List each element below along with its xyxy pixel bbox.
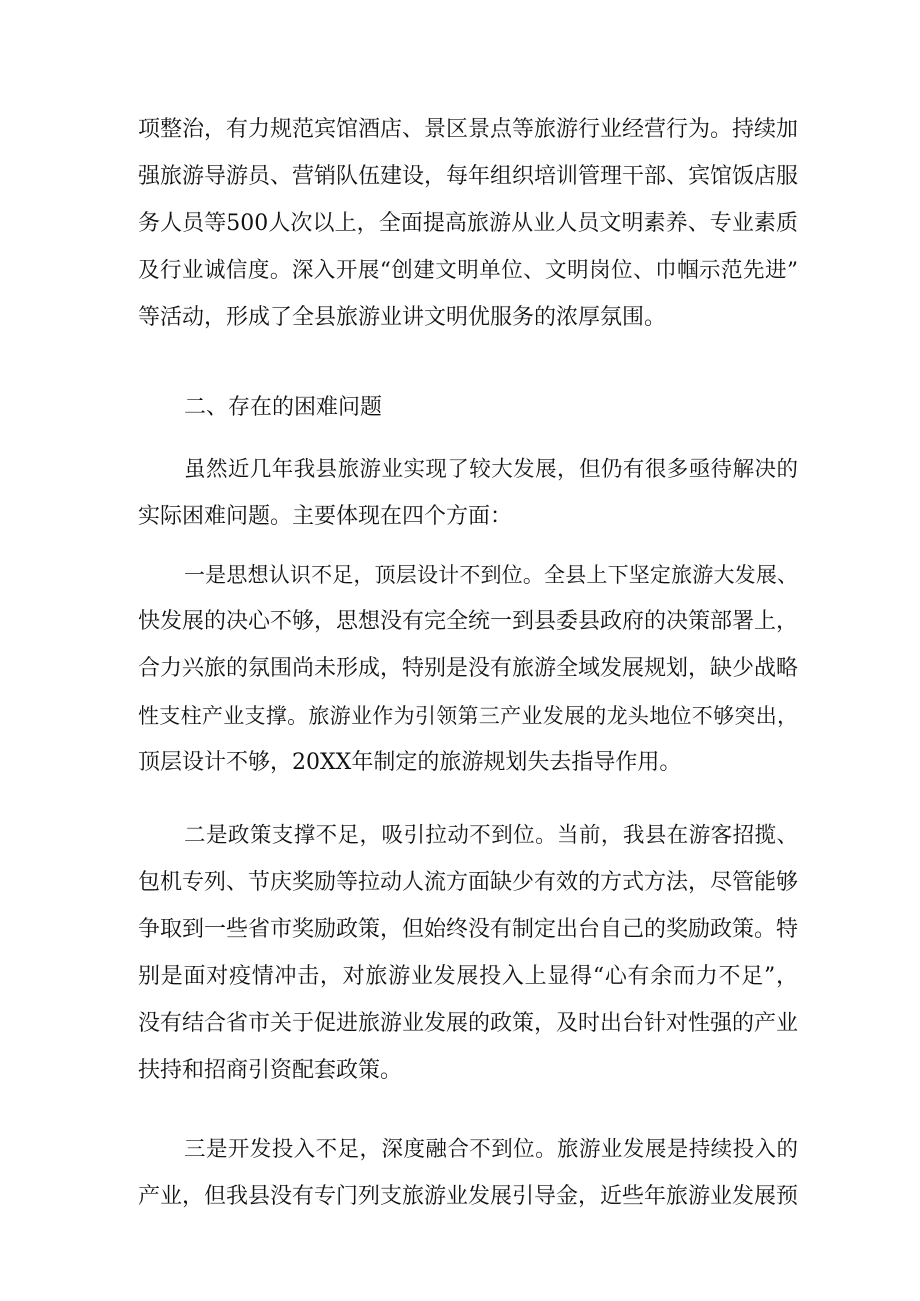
text-line: 等活动，形成了全县旅游业讲文明优服务的浓厚氛围。 <box>138 305 667 330</box>
section-heading <box>138 388 798 428</box>
paragraph-point-two <box>138 816 798 1091</box>
text-line: 项整治，有力规范宾馆酒店、景区景点等旅游行业经营行为。持续加 <box>138 117 799 142</box>
text-line: 及行业诚信度。深入开展“创建文明单位、文明岗位、巾帼示范先进” <box>138 258 798 283</box>
text-line: 务人员等500人次以上，全面提高旅游从业人员文明素养、专业素质 <box>138 211 798 236</box>
text-line: 别是面对疫情冲击，对旅游业发展投入上显得“心有余而力不足”， <box>138 964 798 989</box>
text-line: 二是政策支撑不足，吸引拉动不到位。当前，我县在游客招揽、 <box>184 823 798 848</box>
text-line: 强旅游导游员、营销队伍建设，每年组织培训管理干部、宾馆饭店服 <box>138 164 799 189</box>
text-line: 合力兴旅的氛围尚未形成，特别是没有旅游全域发展规划，缺少战略 <box>138 656 799 681</box>
text-line: 一是思想认识不足，顶层设计不到位。全县上下坚定旅游大发展、 <box>184 563 798 587</box>
text-line: 没有结合省市关于促进旅游业发展的政策，及时出台针对性强的产业 <box>138 1011 799 1036</box>
paragraph-intro <box>138 450 798 537</box>
heading-text: 二、存在的困难问题 <box>184 395 383 420</box>
text-line: 虽然近几年我县旅游业实现了较大发展，但仍有很多亟待解决的 <box>184 457 798 482</box>
paragraph-point-three <box>138 1130 798 1217</box>
text-line: 扶持和招商引资配套政策。 <box>138 1058 403 1083</box>
paragraph-continuation <box>138 110 798 338</box>
paragraph-point-one <box>138 555 798 783</box>
text-line: 实际困难问题。主要体现在四个方面： <box>138 504 513 529</box>
text-line: 快发展的决心不够，思想没有完全统一到县委县政府的决策部署上， <box>138 609 799 634</box>
text-line: 包机专列、节庆奖励等拉动人流方面缺少有效的方式方法，尽管能够 <box>138 870 799 895</box>
text-line: 争取到一些省市奖励政策，但始终没有制定出台自己的奖励政策。特 <box>138 917 799 942</box>
text-line: 性支柱产业支撑。旅游业作为引领第三产业发展的龙头地位不够突出， <box>138 704 798 728</box>
text-line: 顶层设计不够，20XX年制定的旅游规划失去指导作用。 <box>138 750 682 775</box>
text-line: 产业，但我县没有专门列支旅游业发展引导金，近些年旅游业发展预 <box>138 1184 799 1209</box>
text-line: 三是开发投入不足，深度融合不到位。旅游业发展是持续投入的 <box>184 1137 798 1162</box>
